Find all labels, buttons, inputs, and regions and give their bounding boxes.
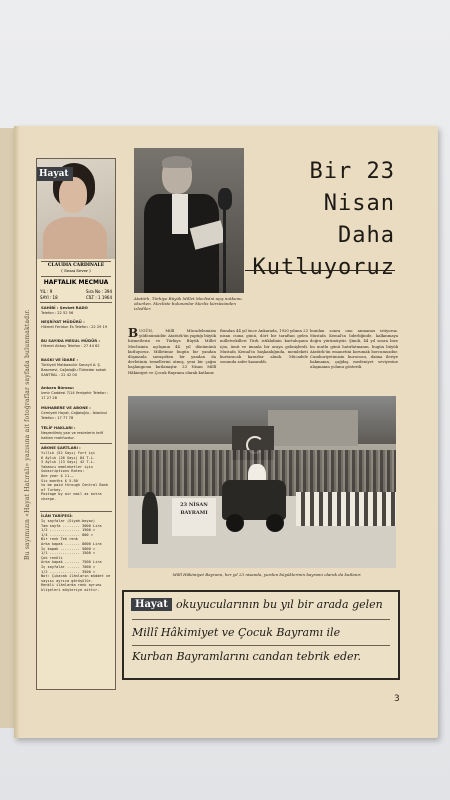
subscription-line: Yabancı memleketler için [41,464,93,469]
masthead-sidebar [36,158,116,690]
greeting-rule [132,645,390,646]
vertical-note: Bu sayımızın «Hayat Hatıralı» yazısına ait fotoğraflar sayfada bulunmaktadır. [24,309,31,560]
subscription-line: One year $ 11.— [41,473,74,478]
owner-text: Telefon : 22 52 56 [41,311,74,315]
parade-photo [128,396,396,568]
subscription-line: Six months $ 5.50 [41,478,78,483]
publishing-director-block [41,319,111,330]
responsible-editor-heading: BU SAYIDA MESUL MÜDÜR : [41,338,100,343]
ankara-office-block [41,385,111,401]
copyright-heading: TELİF HAKLARI : [41,425,76,430]
body-column-2-text: Bundan 44 yıl önce Ankarada, 1920 yılının 23 nisan cuma günü, dört bir taraftan gelen milletvekilleri Türk istiklalinin kurtuluşunu için, ümit ve imanla bir araya gelmişlerdi. Mustafa Kemal'in başkanlığında, memleketi kurtaracak kararlar alındı. Mücadele sonunda zafer kazanıldı. [220,328,308,365]
greeting-line-3: Kurban Bayramlarını candan tebrik eder. [132,650,362,663]
subscription-line: 6 Aylık (26 Sayı) 84 T.L. [41,455,96,460]
greeting-line-1: okuyucularının bu yıl bir arada gelen [176,598,383,611]
cover-caption-credit: ( Sezai Sever ) [61,268,91,273]
subscription-line: to be paid through Central Bank of Turkey. [41,483,109,492]
issue-line-1 [40,289,112,294]
subscription-lines [41,451,111,502]
correspondence-text: Cemiyeti Hayat, Cağaloğlu - İstanbul Telefon : 17 77 78 [41,411,107,420]
printing-text: Türkiyeli Matbaacılık Sanayii A. Ş. Basımevi, Cağaloğlu Türbedar sokak SANTRAL : 22 42 00 [41,363,107,377]
ad-rate-line: 1/4 .............. 800 » [41,532,93,537]
ad-rate-line: Arka kapak ....... 7500 Lira [41,560,102,565]
ad-rate-line: 1/2 .............. 1500 » [41,528,96,533]
issue-serial: Sıra No : 394 [86,289,112,294]
photo-figure-shirt [172,194,188,234]
headline-line-3: Kutluyoruz [252,255,395,280]
photo-microphone-stand [223,208,226,293]
drop-cap: B [128,326,139,340]
ad-rate-line: Not: Çıkacak ilânların müddet ve sayısı ayrıca görüşülür. [41,574,111,583]
body-column-3-text: bundan sonra onu anmanızı istiyoruz. Mustafa Kemal'in liderliğinde, kalkınmaya doğru yürümüştür. Şimdi, 44 yıl sonra bize bu mutlu günü hatırlatmanın, bugün büyük Atatürk'ün emanetini korumak borcumuzdur. Cumhuriyetimizin kurucusu, daima ileriye bakmanın, çağdaş medeniyet seviyesine ulaşmanın yolunu gösterdi. [310,328,398,370]
responsible-editor-block [41,338,111,349]
ad-rate-line: Çok renkli [41,555,63,560]
hayat-logo: Hayat [37,167,73,181]
cover-caption [41,261,111,277]
top-photo-caption: Atatürk, Türkiye Büyük Millet Meclisini açış nutkunu okurken. Mecliste bulunanlar Meclis kürsüsünden izlediler. [134,296,242,311]
subscription-line: 3 Aylık (13 Sayı) 42 T.L. [41,460,96,465]
greeting-rule [132,619,390,620]
printing-block [41,357,111,378]
greeting-box [122,590,400,680]
subscription-heading: ABONE ŞARTLARI : [41,445,81,450]
headline-rule [245,270,395,271]
cover-caption-name: CLAUDIA CARDINALE [47,263,105,268]
correspondence-block [41,405,111,421]
greeting-hayat-logo: Hayat [131,598,172,611]
ad-rate-line: 1/2 .............. 3500 » [41,569,96,574]
headline-line-1: Bir 23 Nisan [309,159,395,216]
issue-number: SAYI : 18 [40,295,58,300]
ad-rate-lines [41,519,111,593]
ad-rates-heading: İLÂN TARİFESİ: [41,513,73,518]
photo-children-group [296,492,396,526]
body-column-1 [128,328,216,375]
page-binding-edge [14,126,20,738]
publishing-director-text: Hikmet Feridun Es Telefon : 22 29 19 [41,325,108,329]
ankara-office-text: İzmir Caddesi 7/14 Yenişehir Telefon : 17 27 28 [41,391,109,400]
publishing-director-heading: NEŞRİYAT MÜDÜRÜ : [41,319,85,324]
ad-rate-line: 1/1 .............. 1500 » [41,551,96,556]
subscription-line: Postage by air mail as extra charge. [41,492,102,501]
divider [40,302,112,303]
cover-photo [37,159,115,259]
ataturk-photo [134,148,244,293]
ad-rate-line: İç sayfalar ...... 7000 » [41,564,96,569]
photo-car-wheel [266,514,284,532]
cover-photo-shoulders [43,217,107,259]
magazine-title: HAFTALIK MECMUA [43,279,109,286]
page-number: 3 [394,694,400,704]
body-column-2 [220,328,308,364]
greeting-line-2: Millî Hâkimiyet ve Çocuk Bayramı ile [132,626,341,639]
body-column-3 [310,328,398,370]
photo-car-wheel [226,514,244,532]
owner-block [41,305,111,316]
issue-volume: CİLT : 1 1964 [86,295,112,300]
photo-building [268,410,358,446]
ad-rate-line: İç kapak ......... 5000 » [41,546,96,551]
printing-heading: BASKI VE İDARE : [41,357,78,362]
body-column-1-text: UGÜN, Millî Mücadelemizin yıldönümüdür. Atatürk'ün yaptığı büyük hizmetlerin ve Türkiye Büyük Millet Meclisinin açılışının 44. yıl dönümünü kutluyoruz. Milletimiz bugün bir yandan düşmanla savaşırken bir yandan da devletinin temellerini atmış, yeni bir çağın başlangıcını kutlamıştır. 23 Nisan Millî Hâkimiyet ve Çocuk Bayramı olarak kutlanır. [128,328,216,375]
ad-rate-line: Arka kapak ....... 8000 Lira [41,541,102,546]
parade-sign: 23 NİSAN BAYRAMI [172,498,216,536]
copyright-block [41,425,111,441]
issue-year: YIL : 9 [40,289,53,294]
copyright-text: Neşredilmiş yazı ve resimlerin telif hakları mahfuzdur. [41,431,103,440]
owner-heading: SAHİBİ : Şevket RADO [41,305,88,310]
issue-line-2 [40,295,112,300]
headline [250,156,395,284]
cover-photo-face [59,177,87,213]
headline-line-2: Daha [338,223,395,248]
ad-rate-line: Bir renk Tek renk [41,537,78,542]
photo-figure-hair [162,156,192,168]
ankara-office-heading: Ankara Bürosu: [41,385,75,390]
ad-rate-line: Tam sayfa ........ 3000 Lira [41,523,102,528]
subscription-line: Subscriptions Rates: [41,469,85,474]
ad-rate-line: Renkli ilânlarda renk ayrımı klişeleri müşteriye aittir. [41,583,102,592]
photo-standing-person [142,492,158,544]
parade-photo-caption: Millî Hâkimiyet Bayramı, her yıl 23 nisanda, yurdun büyüklerinin bayramı olarak da kutlanır. [172,572,362,577]
correspondence-heading: MUHABERE VE ABONE : [41,405,91,410]
responsible-editor-text: Hikmet Akbay Telefon : 27 44 62 [41,344,100,348]
divider [40,511,112,512]
subscription-line: Yıllık (52 Sayı) Yurt içi [41,451,96,455]
ad-rate-line: İç sayfalar (Siyah-beyaz) [41,519,96,523]
microphone-icon [218,188,232,210]
divider [40,443,112,444]
